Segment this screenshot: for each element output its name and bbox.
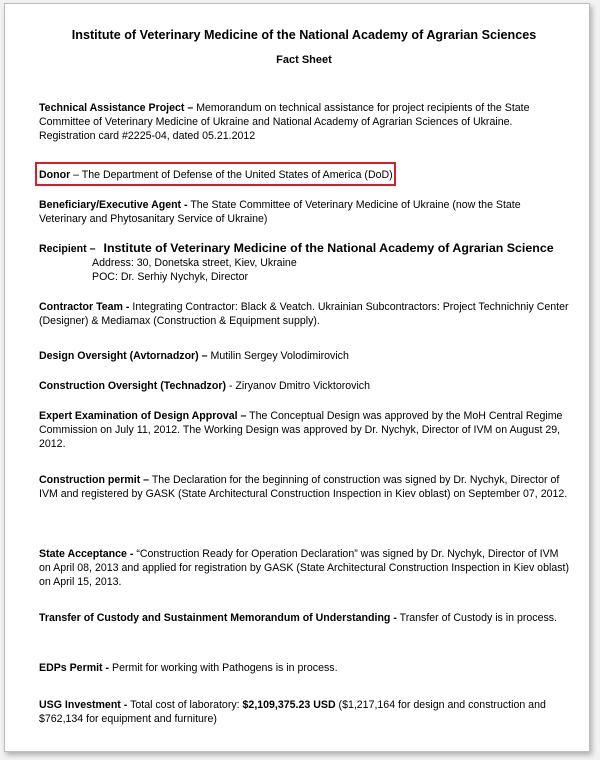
usg-amount: $2,109,375.23 USD	[242, 699, 336, 711]
section-transfer-of-custody	[39, 611, 569, 625]
section-usg-investment	[39, 698, 569, 726]
section-design-oversight	[39, 349, 569, 363]
document-title: Institute of Veterinary Medicine of the National Academy of Agrarian Sciences	[71, 28, 537, 42]
section-technical-assistance	[39, 101, 569, 143]
section-label: Beneficiary/Executive Agent -	[39, 199, 188, 211]
recipient-line	[39, 241, 569, 256]
section-label: Construction Oversight (Technadzor)	[39, 380, 226, 392]
section-text: – The Department of Defense of the United States of America (DoD)	[70, 169, 393, 181]
section-label: Recipient –	[39, 243, 96, 255]
section-text: The Declaration for the beginning of construction was signed by Dr. Nychyk, Director of IVM and registered by GASK (State Architectural Construction Inspection in Kiev oblast) on September 07, 2012.	[39, 474, 568, 501]
recipient-poc: POC: Dr. Serhiy Nychyk, Director	[92, 271, 248, 284]
fact-sheet-content	[39, 28, 569, 726]
section-label: Technical Assistance Project –	[39, 102, 194, 114]
section-text: Memorandum on technical assistance for project recipients of the State Committee of Veterinary Medicine of Ukraine and National Academy of Agrarian Sciences of Ukraine. Registration card #2225-04, dated 05.21.2012	[39, 102, 530, 143]
section-construction-oversight	[39, 379, 569, 393]
section-text: Permit for working with Pathogens is in process.	[109, 662, 338, 674]
section-label: Expert Examination of Design Approval –	[39, 410, 247, 422]
section-label: Design Oversight (Avtornadzor) –	[39, 350, 208, 362]
document-subtitle: Fact Sheet	[276, 54, 332, 66]
section-contractor	[39, 300, 569, 328]
section-donor	[39, 168, 569, 182]
section-label: Construction permit –	[39, 474, 150, 486]
section-text: - Ziryanov Dmitro Vicktorovich	[225, 380, 370, 392]
recipient-address: Address: 30, Donetska street, Kiev, Ukraine	[92, 257, 297, 270]
recipient-name: Institute of Veterinary Medicine of the National Academy of Agrarian Science	[103, 241, 554, 255]
section-label: USG Investment -	[39, 699, 128, 711]
section-label: Contractor Team -	[39, 301, 130, 313]
section-text: “Construction Ready for Operation Declaration” was signed by Dr. Nychyk, Director of IVM on April 08, 2013 and applied for registration by GASK (State Architectural Construction Inspection in Kiev oblast) on April 15, 2013.	[39, 548, 569, 589]
section-label: State Acceptance -	[39, 548, 134, 560]
section-label: Transfer of Custody and Sustainment Memorandum of Understanding -	[39, 612, 397, 624]
section-text: Transfer of Custody is in process.	[396, 612, 558, 624]
section-label: Donor	[39, 169, 71, 181]
section-text: The Conceptual Design was approved by the MoH Central Regime Commission on July 11, 2012. The Working Design was approved by Dr. Nychyk, Director of IVM on August 29, 2012.	[39, 410, 563, 451]
document-page	[4, 3, 590, 752]
section-text: The State Committee of Veterinary Medicine of Ukraine (now the State Veterinary and Phytosanitary Service of Ukraine)	[39, 199, 521, 226]
section-text: ($1,217,164 for design and construction and $762,134 for equipment and furniture)	[39, 699, 546, 726]
section-expert-examination	[39, 409, 569, 451]
section-construction-permit	[39, 473, 569, 501]
section-text: Total cost of laboratory:	[127, 699, 243, 711]
section-text: Mutilin Sergey Volodimirovich	[207, 350, 349, 362]
section-state-acceptance	[39, 547, 569, 589]
section-edps-permit	[39, 661, 569, 675]
section-recipient	[39, 241, 569, 284]
section-beneficiary	[39, 198, 569, 226]
section-label: EDPs Permit -	[39, 662, 110, 674]
section-text: Integrating Contractor: Black & Veatch. Ukrainian Subcontractors: Project Technichniy Center (Designer) & Mediamax (Construction & Equipment supply).	[39, 301, 569, 328]
